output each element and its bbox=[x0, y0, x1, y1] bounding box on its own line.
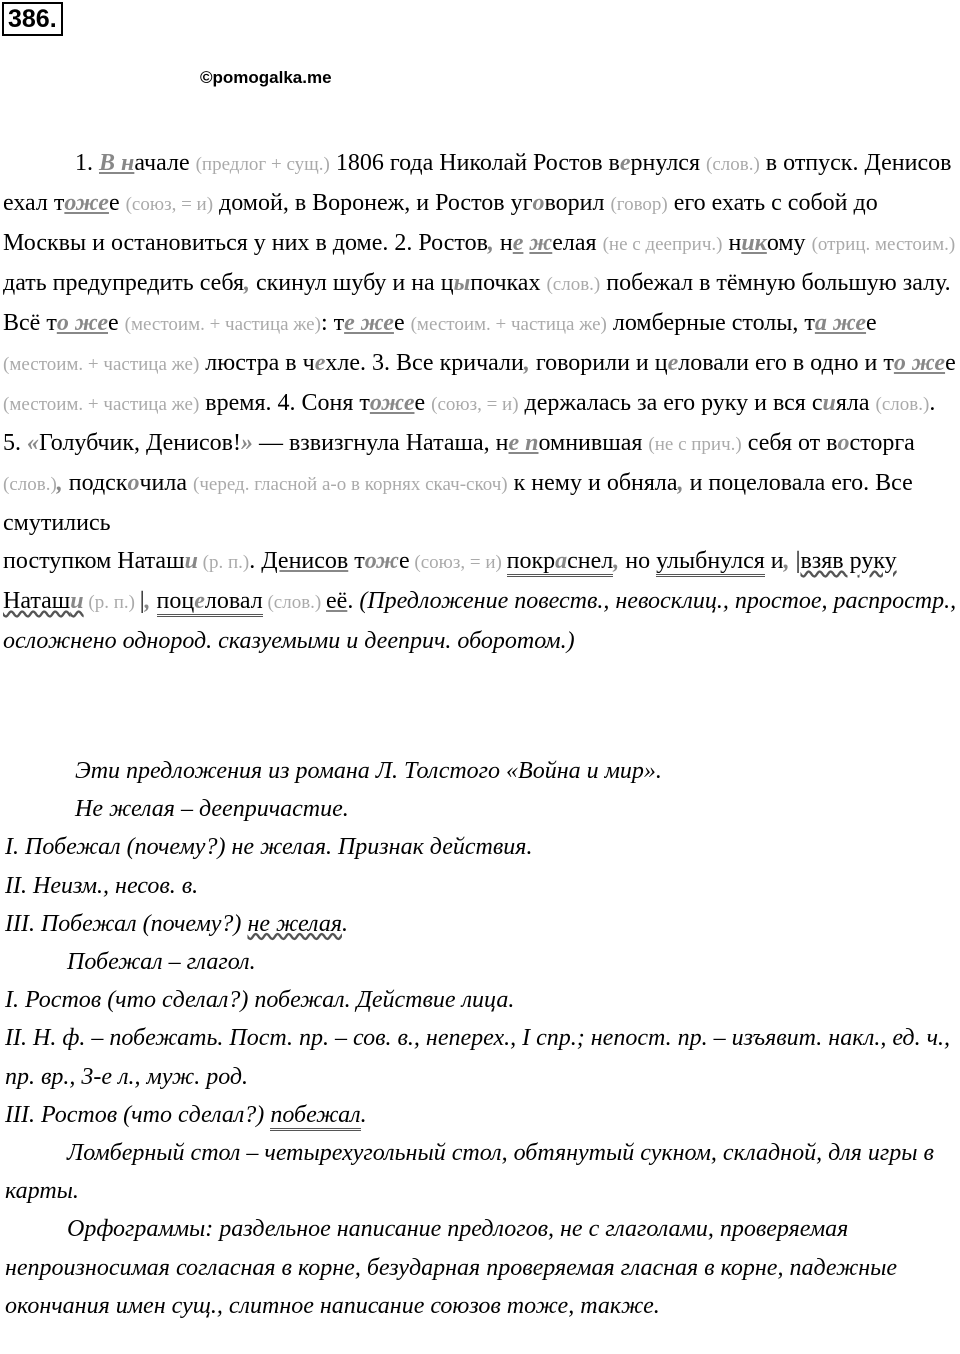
punctuation-mark: , bbox=[613, 548, 620, 574]
text-run: ловали его в одно и т bbox=[678, 350, 894, 376]
gray-note: (слов.) bbox=[3, 474, 57, 495]
analysis-line: I. Побежал (почему?) не желая. Признак действия. bbox=[5, 834, 533, 861]
spelling-mark: е bbox=[512, 230, 524, 256]
gray-note: (р. п.) bbox=[83, 592, 140, 613]
text-run: III. Ростов (что сделал?) bbox=[5, 1101, 271, 1128]
punctuation-mark: , bbox=[56, 470, 63, 496]
text-run: Голубчик, Денисов! bbox=[39, 430, 241, 456]
text-run: . bbox=[249, 548, 262, 574]
punctuation-mark: , bbox=[783, 548, 790, 574]
spelling-mark: е bbox=[194, 588, 205, 614]
gray-note: (местоим. + частица же) bbox=[3, 354, 200, 375]
analysis-line: I. Ростов (что сделал?) побежал. Действие лица. bbox=[5, 987, 515, 1014]
spelling-mark: е п bbox=[508, 430, 539, 456]
text-run: его ехать с собой до Москвы и остановиться у них в доме. 2. Ростов bbox=[3, 190, 878, 256]
text-run: . bbox=[360, 1101, 367, 1128]
text-run: побежал в тёмную большую залу. Всё т bbox=[3, 270, 951, 336]
text-run: почках bbox=[470, 270, 547, 296]
punctuation-mark: » bbox=[240, 430, 253, 456]
gray-note: (отриц. местоим.) bbox=[811, 234, 956, 255]
sentence-analysis: (Предложение повеств., невосклиц., простое, распростр., осложнено однород. сказуемыми и дееприч. оборотом.) bbox=[3, 588, 957, 654]
analysis-section bbox=[5, 752, 955, 1325]
punctuation-mark: , bbox=[144, 588, 151, 614]
analysis-line: Эти предложения из романа Л. Толстого «Война и мир». bbox=[75, 758, 662, 784]
text-run: елая bbox=[552, 230, 603, 256]
gray-note: (местоим. + частица же) bbox=[124, 314, 321, 335]
text-run: омнившая bbox=[538, 430, 649, 456]
gray-note: (местоим. + частица же) bbox=[3, 394, 200, 415]
text-run: подск bbox=[62, 470, 128, 496]
spelling-mark: о bbox=[837, 430, 850, 456]
spelling-mark: а bbox=[555, 548, 568, 574]
text-run: ачале bbox=[134, 150, 196, 176]
gray-note: (союз, = и) bbox=[431, 394, 519, 415]
gray-note: (р. п.) bbox=[197, 552, 250, 573]
analysis-line bbox=[5, 905, 955, 943]
gray-note: (говор) bbox=[610, 194, 668, 215]
text-run: чила bbox=[139, 470, 194, 496]
paragraph-1 bbox=[3, 144, 958, 542]
spelling-mark: е bbox=[619, 150, 631, 176]
predicate-underline: побежал bbox=[270, 1102, 360, 1131]
text-run: н bbox=[722, 230, 742, 256]
text-run: снел bbox=[567, 548, 614, 574]
text-run: ому bbox=[766, 230, 812, 256]
adverbial-underline: не желая bbox=[247, 910, 342, 937]
predicate-underline bbox=[157, 588, 263, 617]
punctuation-mark: , bbox=[487, 230, 494, 256]
spelling-mark: а же bbox=[814, 310, 867, 336]
text-run: — взвизгнула Наташа, н bbox=[252, 430, 509, 456]
spelling-mark: ж bbox=[529, 230, 553, 256]
gray-note: (черед. гласной а-о в корнях скач-скоч) bbox=[193, 474, 508, 495]
text-run: к нему и обняла bbox=[507, 470, 678, 496]
text-run: время. 4. Соня т bbox=[199, 390, 370, 416]
gray-note: (союз, = и) bbox=[409, 552, 507, 573]
text-run: люстра в ч bbox=[199, 350, 315, 376]
text-run: покр bbox=[506, 548, 556, 574]
text-run: поступком Наташ bbox=[3, 548, 185, 574]
text-run: 1806 года Николай Ростов в bbox=[329, 150, 620, 176]
gray-note: (не с дееприч.) bbox=[602, 234, 723, 255]
gray-note: (слов.) bbox=[875, 394, 930, 415]
gray-note: (предлог + сущ.) bbox=[195, 154, 330, 175]
spelling-mark: и bbox=[184, 548, 198, 574]
text-run: | bbox=[139, 588, 145, 614]
punctuation-mark: , bbox=[677, 470, 684, 496]
predicate-underline bbox=[507, 548, 614, 577]
spelling-mark: ик bbox=[741, 230, 767, 256]
analysis-line: II. Н. ф. – побежать. Пост. пр. – сов. в., неперех., I спр.; непост. пр. – изъявит. накл., ед. ч., пр. вр., 3-е л., муж. род. bbox=[5, 1025, 951, 1090]
exercise-number: 386. bbox=[2, 2, 63, 36]
text-run: домой, в Воронеж, и Ростов уг bbox=[213, 190, 533, 216]
text-run: е bbox=[108, 190, 126, 216]
text-run: . bbox=[347, 588, 360, 614]
text-run: в отпуск. Денисов ехал т bbox=[3, 150, 952, 216]
text-run: говорили и ц bbox=[529, 350, 668, 376]
spelling-mark: о bbox=[127, 470, 140, 496]
text-run: е bbox=[399, 548, 410, 574]
text-run: себя от в bbox=[741, 430, 838, 456]
punctuation-mark: , bbox=[523, 350, 530, 376]
spelling-mark: е bbox=[314, 350, 326, 376]
gray-note: (слов.) bbox=[546, 274, 601, 295]
text-run: яла bbox=[835, 390, 876, 416]
text-run: хле. 3. Все кричали bbox=[325, 350, 524, 376]
analysis-line: Ломберный стол – четырехугольный стол, обтянутый сукном, складной, для игры в карты. bbox=[5, 1140, 934, 1205]
paragraph-analysis bbox=[3, 542, 958, 660]
analysis-line: Побежал – глагол. bbox=[67, 949, 256, 976]
main-text bbox=[3, 144, 958, 660]
text-run: III. Побежал (почему?) bbox=[5, 910, 248, 937]
watermark: ©pomogalka.me bbox=[200, 68, 332, 87]
text-run: дать предупредить себя bbox=[3, 270, 244, 296]
text-run: 1. bbox=[75, 150, 99, 176]
text-run: е bbox=[108, 310, 125, 336]
text-run: ловал bbox=[204, 588, 263, 614]
object-underline: её bbox=[326, 588, 348, 614]
text-run: сторга bbox=[849, 430, 915, 456]
text-run: е bbox=[393, 310, 411, 336]
text-run: держалась за его руку и вся с bbox=[518, 390, 823, 416]
text-run: ломберные столы, т bbox=[606, 310, 815, 336]
spelling-mark: ож bbox=[364, 548, 400, 574]
text-run: е bbox=[945, 350, 956, 376]
text-run: поц bbox=[156, 588, 195, 614]
text-run: . bbox=[341, 910, 348, 937]
spelling-mark: е же bbox=[344, 310, 394, 336]
gray-note: (слов.) bbox=[706, 154, 760, 175]
text-run: рнулся bbox=[630, 150, 706, 176]
punctuation-mark: « bbox=[27, 430, 39, 456]
analysis-line: Орфограммы: раздельное написание предлогов, не с глаголами, проверяемая непроизносимая согласная в корне, безударная проверяемая гласная в корне, падежные окончания имен сущ., слитное написание союзов тоже, также. bbox=[5, 1216, 898, 1319]
punctuation-mark: , bbox=[243, 270, 250, 296]
analysis-line: Не желая – деепричастие. bbox=[75, 796, 349, 823]
text-run: т bbox=[348, 548, 365, 574]
spelling-mark: о же bbox=[893, 350, 946, 376]
text-run: и поцеловала его. Все смутились bbox=[3, 470, 913, 536]
gray-note: (местоим. + частица же) bbox=[410, 314, 607, 335]
analysis-line bbox=[5, 1096, 955, 1134]
spelling-mark: В н bbox=[99, 150, 135, 176]
text-run: но bbox=[619, 548, 657, 574]
spelling-mark: о же bbox=[56, 310, 108, 336]
text-run: взяв руку Наташ bbox=[3, 548, 897, 614]
analysis-line: II. Неизм., несов. в. bbox=[5, 872, 199, 899]
spelling-mark: е bbox=[667, 350, 679, 376]
gray-note: (слов.) bbox=[262, 592, 327, 613]
predicate-underline: улыбнулся bbox=[656, 548, 765, 577]
text-run: е bbox=[866, 310, 877, 336]
spelling-mark: и bbox=[70, 588, 84, 614]
text-run: скинул шубу и на ц bbox=[249, 270, 454, 296]
spelling-mark: оже bbox=[64, 190, 109, 216]
spelling-mark: о bbox=[532, 190, 545, 216]
subject-underline: Денисов bbox=[261, 548, 349, 574]
text-run: . 5. bbox=[3, 390, 936, 456]
gray-note: (союз, = и) bbox=[125, 194, 214, 215]
text-run: н bbox=[493, 230, 513, 256]
text-run: : т bbox=[320, 310, 345, 336]
text-run: е bbox=[414, 390, 432, 416]
text-run: | bbox=[789, 548, 801, 574]
spelling-mark: и bbox=[822, 390, 836, 416]
text-run: и bbox=[770, 548, 784, 574]
text-run: ворил bbox=[544, 190, 611, 216]
spelling-mark: оже bbox=[369, 390, 415, 416]
spelling-mark: ы bbox=[453, 270, 471, 296]
gray-note: (не с прич.) bbox=[648, 434, 742, 455]
